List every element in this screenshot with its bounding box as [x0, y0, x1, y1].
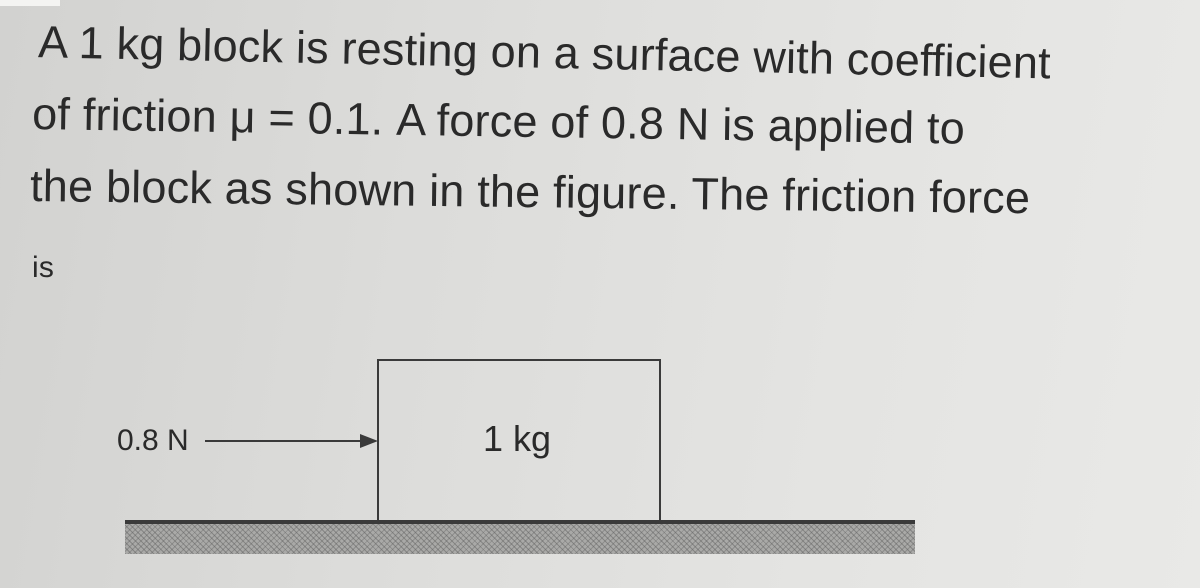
question-line-3: the block as shown in the figure. The friction force [29, 160, 1031, 224]
question-line-1: A 1 kg block is resting on a surface with coefficient [37, 16, 1052, 89]
question-line-4: is [32, 251, 55, 284]
question-line-2: of friction μ = 0.1. A force of 0.8 N is applied to [31, 88, 966, 154]
block-mass-label: 1 kg [483, 418, 552, 459]
force-arrow-head [360, 434, 378, 448]
applied-force-label: 0.8 N [117, 424, 189, 457]
ground-hatching [125, 524, 915, 554]
force-arrow-shaft [205, 440, 365, 442]
